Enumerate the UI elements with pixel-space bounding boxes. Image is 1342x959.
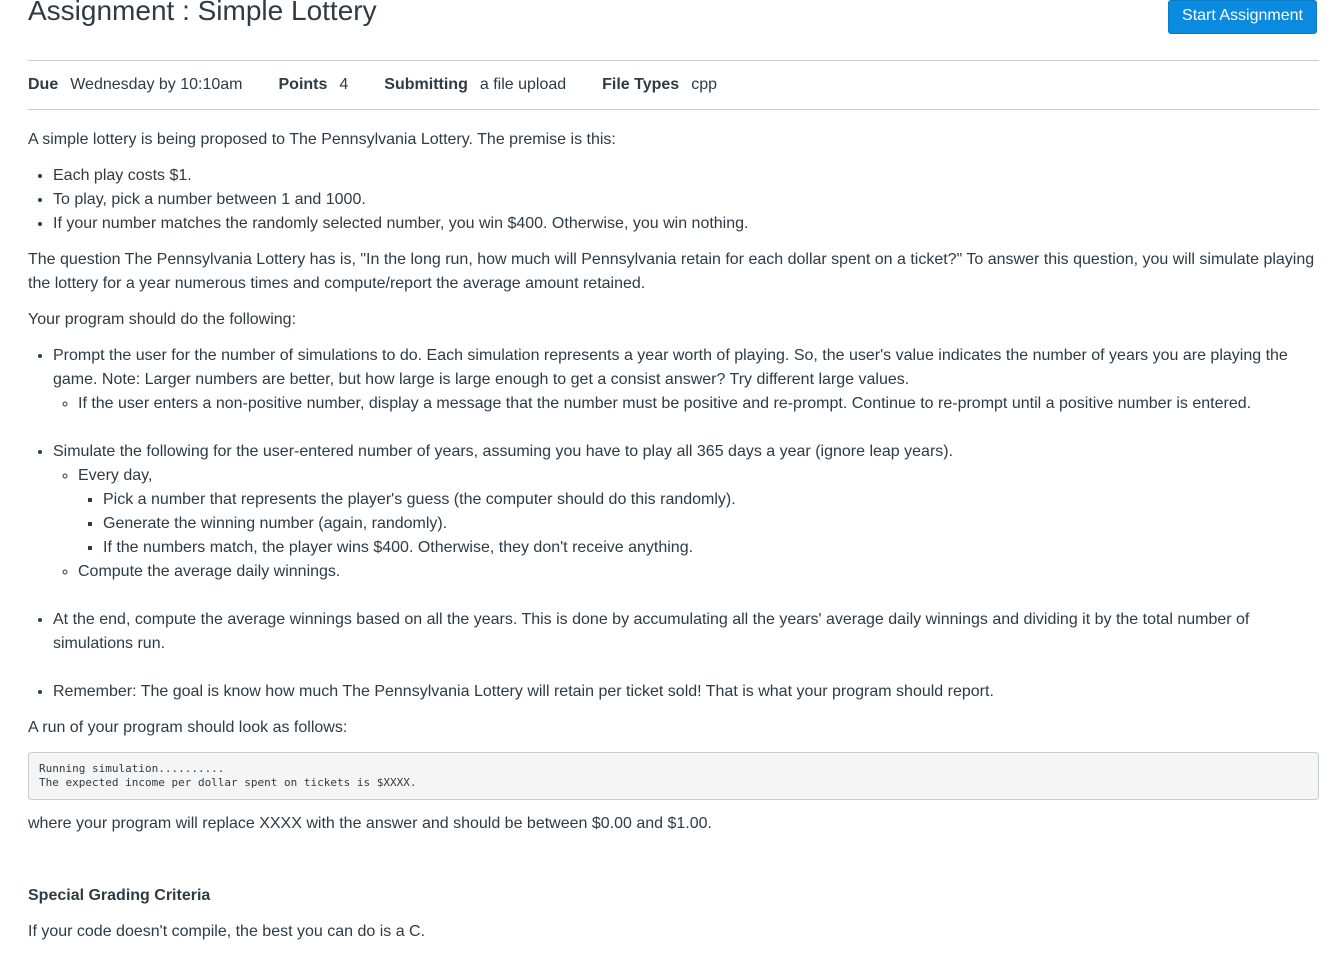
list-item: ▪ Generate the winning number (again, randomly). (103, 512, 1319, 536)
step1-text: Prompt the user for the number of simulations to do. Each simulation represents a year worth of playing. So, the user's value indicates the number of years you are playing the game. Note: Larger numbers are better, but how large is large enough to get a consist answer? Try different large values. (53, 347, 1288, 388)
assignment-page (28, 0, 1319, 944)
step1-sublist (53, 392, 1319, 416)
points-value: 4 (339, 76, 349, 93)
points-label: Points (278, 76, 328, 93)
list-item (53, 608, 1319, 680)
step2-text: Simulate the following for the user-entered number of years, assuming you have to play all 365 days a year (ignore leap years). (53, 443, 954, 460)
start-assignment-button[interactable]: Start Assignment (1168, 0, 1317, 34)
filetypes-label: File Types (602, 76, 680, 93)
steps-list (28, 344, 1319, 704)
submitting-label: Submitting (384, 76, 468, 93)
step2-sublist (53, 464, 1319, 584)
code-line: The expected income per dollar spent on tickets is $XXXX. (39, 776, 417, 789)
list-item (53, 440, 1319, 608)
premise-list (28, 164, 1319, 236)
grading-heading: Special Grading Criteria (28, 887, 211, 904)
due-detail (28, 76, 243, 94)
list-item: • If your number matches the randomly selected number, you win $400. Otherwise, you win nothing. (53, 212, 1319, 236)
assignment-details (28, 61, 1319, 110)
page-title: Assignment : Simple Lottery (28, 0, 377, 26)
code-block (28, 752, 1319, 800)
list-item (53, 344, 1319, 440)
header (28, 0, 1319, 61)
code-line: Running simulation.......... (39, 762, 225, 775)
grading-paragraph: If your code doesn't compile, the best you can do is a C. (28, 923, 426, 940)
list-item: ◦ If the user enters a non-positive number, display a message that the number must be positive and re-prompt. Continue to re-prompt until a positive number is entered. (78, 392, 1319, 416)
intro-paragraph: A simple lottery is being proposed to The Pennsylvania Lottery. The premise is this: (28, 131, 616, 148)
list-item: • To play, pick a number between 1 and 1000. (53, 188, 1319, 212)
list-item (78, 464, 1319, 560)
due-value: Wednesday by 10:10am (70, 76, 243, 93)
due-label: Due (28, 76, 59, 93)
submitting-detail (384, 76, 566, 94)
points-detail (279, 76, 349, 94)
every-day-sublist (78, 488, 1319, 560)
where-paragraph: where your program will replace XXXX with the answer and should be between $0.00 and $1.00. (28, 815, 712, 832)
list-item: ▪ If the numbers match, the player wins $400. Otherwise, they don't receive anything. (103, 536, 1319, 560)
filetypes-detail (602, 76, 717, 94)
list-item: • Each play costs $1. (53, 164, 1319, 188)
run-intro-paragraph: A run of your program should look as follows: (28, 719, 348, 736)
list-item: • Remember: The goal is know how much The Pennsylvania Lottery will retain per ticket sold! That is what your program should report. (53, 680, 1319, 704)
assignment-description (28, 128, 1319, 944)
should-do-paragraph: Your program should do the following: (28, 311, 297, 328)
question-paragraph: The question The Pennsylvania Lottery has is, "In the long run, how much will Pennsylvania retain for each dollar spent on a ticket?" To answer this question, you will simulate playing the lottery for a year numerous times and compute/report the average amount retained. (28, 251, 1315, 292)
list-item: ▪ Pick a number that represents the player's guess (the computer should do this randomly). (103, 488, 1319, 512)
filetypes-value: cpp (691, 76, 717, 93)
submitting-value: a file upload (479, 76, 567, 93)
step3-text: At the end, compute the average winnings based on all the years. This is done by accumulating all the years' average daily winnings and dividing it by the total number of simulations run. (53, 611, 1250, 652)
list-item: ◦ Compute the average daily winnings. (78, 560, 1319, 584)
every-day-text: Every day, (78, 467, 153, 484)
